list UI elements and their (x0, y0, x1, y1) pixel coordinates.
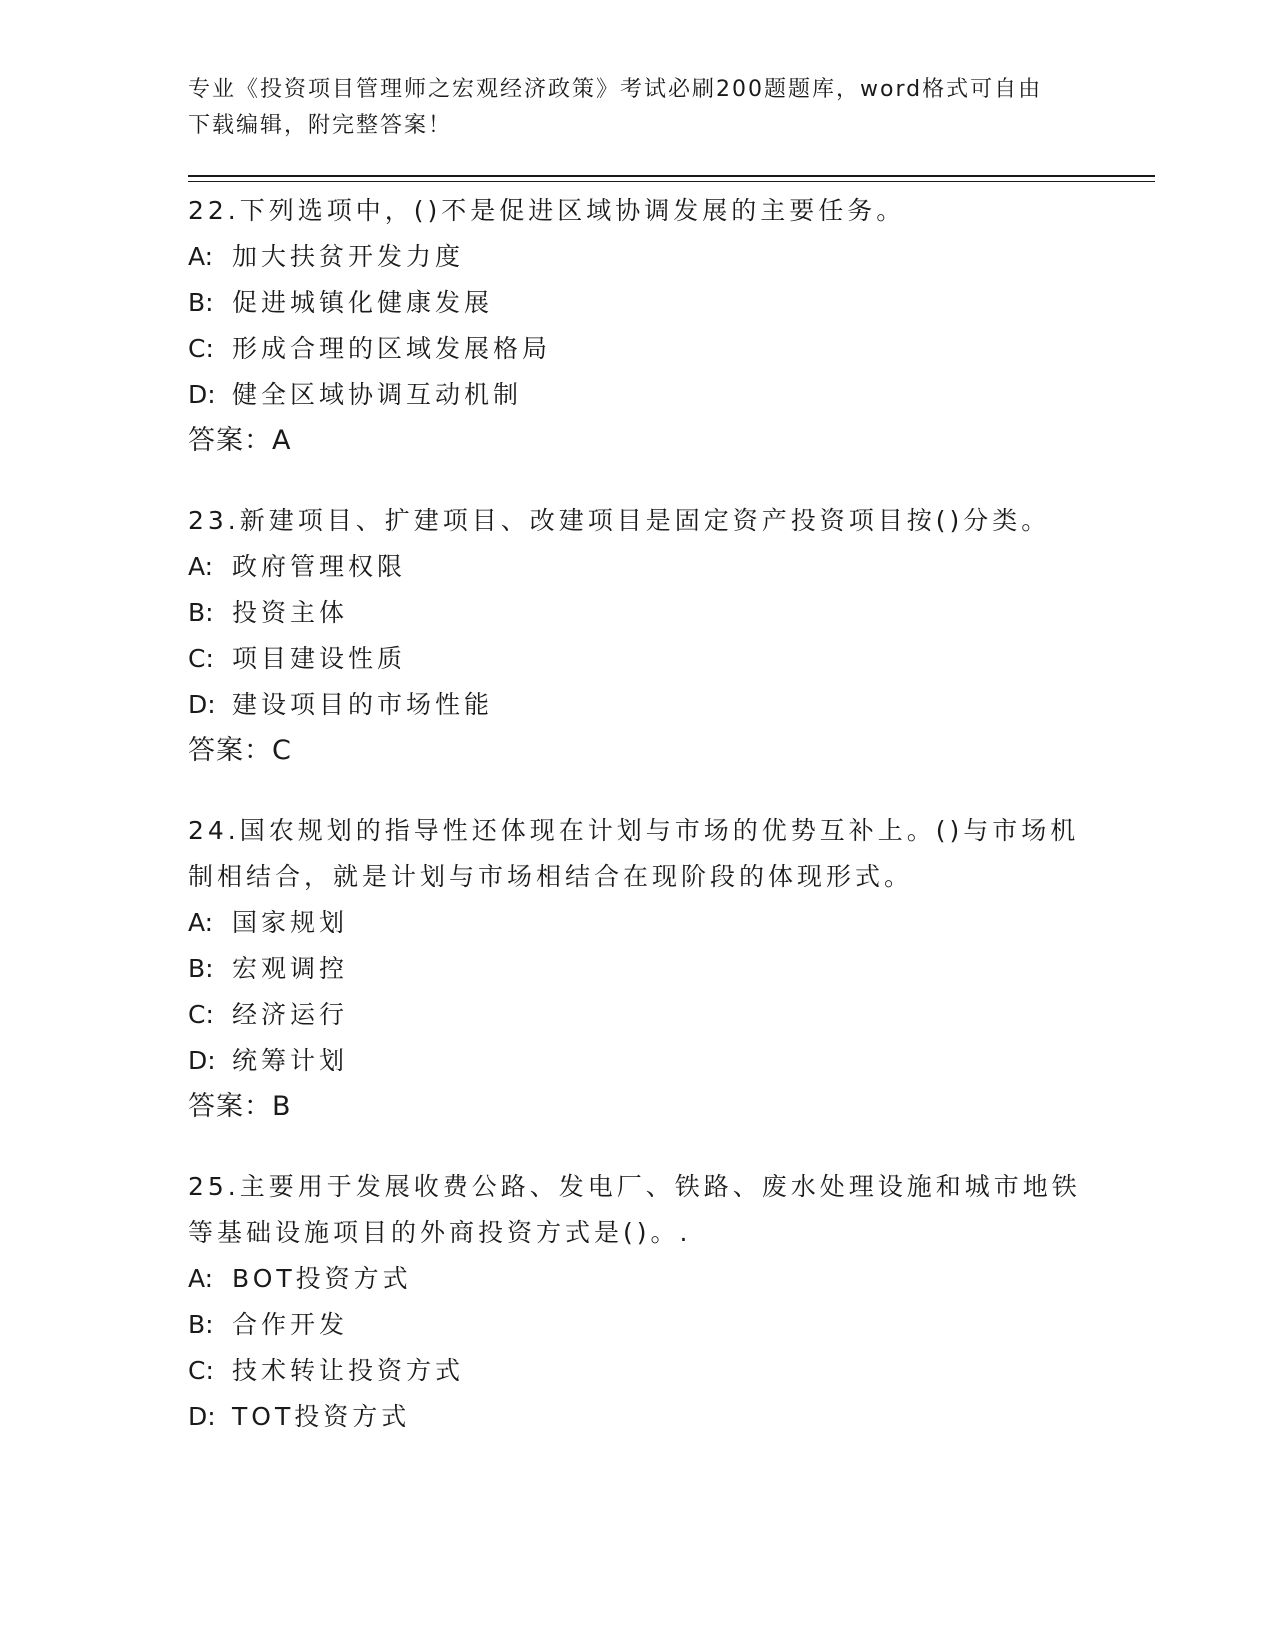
option-text: 促进城镇化健康发展 (232, 288, 494, 317)
question-stem: 24.国农规划的指导性还体现在计划与市场的优势互补上。()与市场机制相结合，就是计划与市场相结合在现阶段的体现形式。 (188, 816, 1080, 891)
option-c (188, 326, 1088, 372)
option-a (188, 234, 1088, 280)
question-stem: 25.主要用于发展收费公路、发电厂、铁路、废水处理设施和城市地铁等基础设施项目的外商投资方式是()。. (188, 1172, 1081, 1247)
option-key: A: (188, 908, 214, 937)
option-key: D: (188, 690, 216, 719)
option-text: 国家规划 (232, 908, 349, 937)
option-key: C: (188, 1000, 214, 1029)
document-header (188, 72, 1088, 144)
option-a (188, 544, 1088, 590)
option-key: C: (188, 644, 214, 673)
option-d (188, 1038, 1088, 1084)
option-d (188, 1394, 1088, 1440)
option-key: C: (188, 1356, 214, 1385)
header-line-1: 专业《投资项目管理师之宏观经济政策》考试必刷200题题库，word格式可自由 (188, 77, 1043, 102)
option-d (188, 372, 1088, 418)
option-key: C: (188, 334, 214, 363)
option-key: D: (188, 1402, 216, 1431)
option-text: 健全区域协调互动机制 (232, 380, 523, 409)
option-c (188, 1348, 1088, 1394)
question-22 (188, 188, 1088, 464)
option-key: B: (188, 954, 214, 983)
option-text: 经济运行 (232, 1000, 349, 1029)
option-text: 统筹计划 (232, 1046, 349, 1075)
answer-line: 答案：A (188, 425, 292, 456)
option-text: BOT投资方式 (232, 1264, 412, 1293)
option-key: A: (188, 1264, 214, 1293)
option-b (188, 280, 1088, 326)
option-text: TOT投资方式 (232, 1402, 411, 1431)
option-b (188, 946, 1088, 992)
option-text: 形成合理的区域发展格局 (232, 334, 552, 363)
option-b (188, 590, 1088, 636)
header-line-2: 下载编辑，附完整答案！ (188, 113, 453, 138)
option-c (188, 636, 1088, 682)
option-d (188, 682, 1088, 728)
question-stem: 23.新建项目、扩建项目、改建项目是固定资产投资项目按()分类。 (188, 506, 1051, 535)
option-key: A: (188, 552, 214, 581)
option-text: 政府管理权限 (232, 552, 407, 581)
option-text: 建设项目的市场性能 (232, 690, 494, 719)
option-key: B: (188, 288, 214, 317)
option-text: 项目建设性质 (232, 644, 407, 673)
option-key: A: (188, 242, 214, 271)
question-list (188, 188, 1088, 1474)
option-key: B: (188, 598, 214, 627)
option-text: 加大扶贫开发力度 (232, 242, 465, 271)
option-text: 投资主体 (232, 598, 349, 627)
answer-line: 答案：B (188, 1091, 292, 1122)
option-b (188, 1302, 1088, 1348)
option-key: B: (188, 1310, 214, 1339)
question-23 (188, 498, 1088, 774)
option-text: 宏观调控 (232, 954, 349, 983)
header-divider-thick (188, 175, 1155, 177)
question-24 (188, 808, 1088, 1130)
header-divider-thin (188, 181, 1155, 182)
option-key: D: (188, 1046, 216, 1075)
option-text: 技术转让投资方式 (232, 1356, 465, 1385)
question-25 (188, 1164, 1088, 1440)
option-text: 合作开发 (232, 1310, 349, 1339)
option-c (188, 992, 1088, 1038)
question-stem: 22.下列选项中，()不是促进区域协调发展的主要任务。 (188, 196, 906, 225)
option-a (188, 900, 1088, 946)
answer-line: 答案：C (188, 735, 292, 766)
option-key: D: (188, 380, 216, 409)
option-a (188, 1256, 1088, 1302)
